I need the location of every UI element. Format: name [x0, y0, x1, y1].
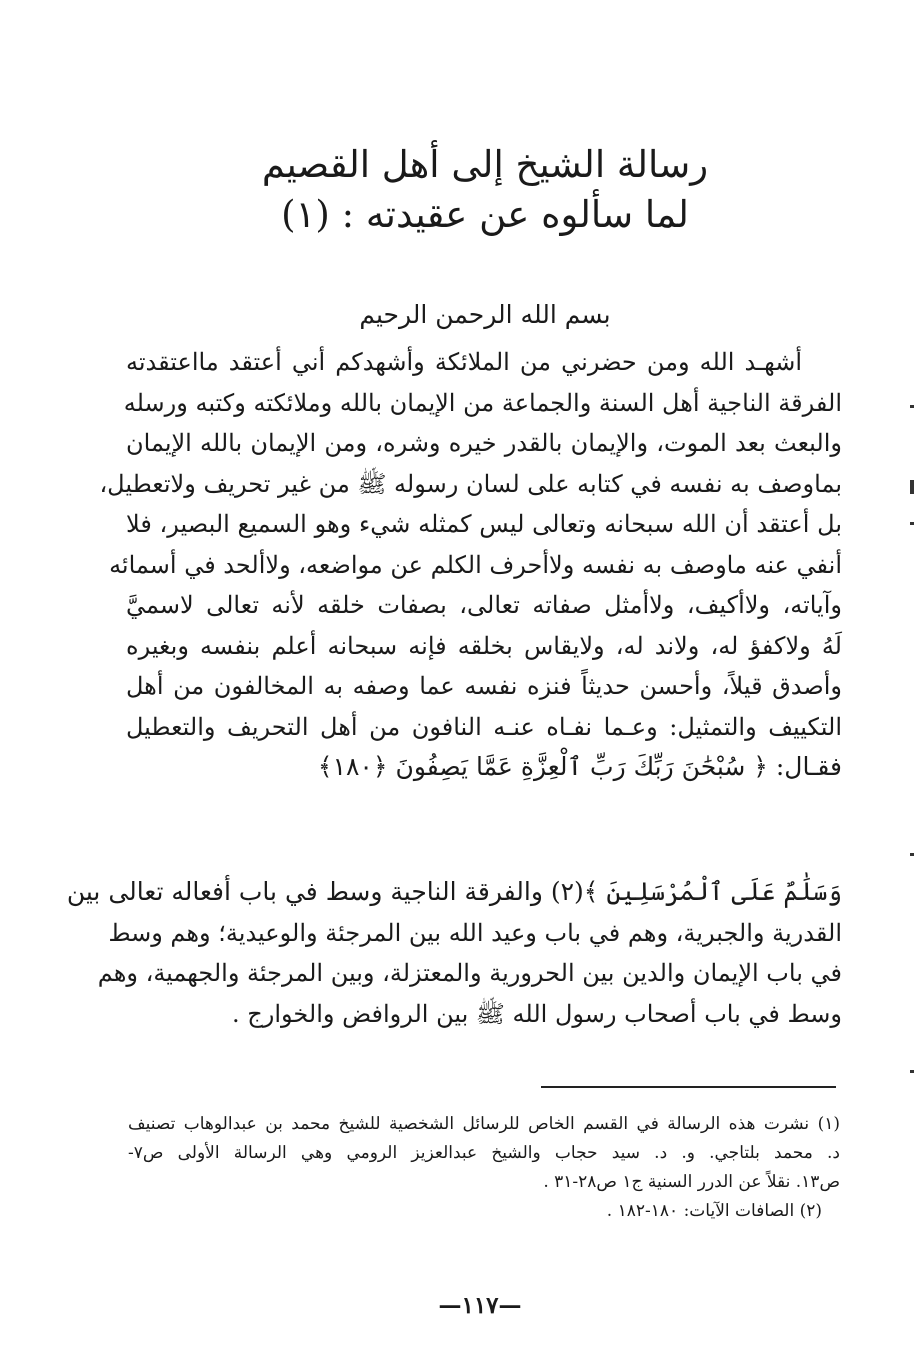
title-line-1: رسالة الشيخ إلى أهل القصيم — [261, 143, 709, 186]
margin-mark — [910, 853, 914, 856]
text-line: أشهـد الله ومن حضرني من الملائكة وأشهدكم أني أعتقد مااعتقدته — [126, 348, 802, 376]
margin-mark — [910, 480, 914, 494]
text-line: أنفي عنه ماوصف به نفسه ولاأحرف الكلم عن مواضعه، ولاألحد في أسمائه — [109, 550, 842, 579]
text-line: وَسَلَٰمٌ عَلَى ٱلْمُرْسَلِينَ ﴾(٢) والفرقة الناجية وسط في باب أفعاله تعالى بين — [66, 877, 842, 906]
footnotes — [128, 1110, 840, 1226]
text-line: وآياته، ولاأكيف، ولاأمثل صفاته تعالى، بصفات خلقه لأنه تعالى لاسميَّ — [126, 591, 842, 619]
footnote-line: (١) نشرت هذه الرسالة في القسم الخاص للرسائل الشخصية للشيخ محمد بن عبدالوهاب تصنيف — [128, 1114, 840, 1134]
margin-mark — [910, 522, 914, 525]
paragraph-2 — [66, 872, 842, 1034]
text-line: بل أعتقد أن الله سبحانه وتعالى ليس كمثله شيء وهو السميع البصير، فلا — [126, 510, 842, 538]
footnote-line: (٢) الصافات الآيات: ١٨٠-١٨٢ . — [606, 1201, 822, 1221]
margin-mark — [910, 405, 914, 408]
title-line-2: لما سألوه عن عقيدته : (١) — [281, 193, 689, 236]
text-line: القدرية والجبرية، وهم في باب وعيد الله بين المرجئة والوعيدية؛ وهم وسط — [108, 918, 842, 947]
quran-verse-line: فقـال: ﴿ سُبْحَٰنَ رَبِّكَ رَبِّ ٱلْعِزَّةِ عَمَّا يَصِفُونَ ﴿١٨٠﴾ — [317, 752, 842, 781]
text-line: والبعث بعد الموت، والإيمان بالقدر خيره وشره، ومن الإيمان بالله الإيمان — [126, 429, 842, 457]
text-line: لَهُ ولاكفؤ له، ولاند له، ولايقاس بخلقه فإنه سبحانه أعلم بنفسه وبغيره — [126, 631, 842, 660]
basmala: بسم الله الرحمن الرحيم — [359, 300, 611, 329]
footnote-separator — [541, 1086, 836, 1088]
text-line: في باب الإيمان والدين بين الحرورية والمعتزلة، وبين المرجئة والجهمية، وهم — [97, 959, 842, 987]
text-line: الفرقة الناجية أهل السنة والجماعة من الإيمان بالله وملائكته وكتبه ورسله — [123, 388, 842, 417]
paragraph-1 — [99, 342, 842, 788]
footnote-line: ص١٣. نقلاً عن الدرر السنية ج١ ص٢٨-٣١ . — [543, 1172, 840, 1192]
text-line: بماوصف به نفسه في كتابه على لسان رسوله ﷺ من غير تحريف ولاتعطيل، — [99, 469, 842, 498]
margin-mark — [910, 1070, 914, 1073]
page-number: —١١٧— — [438, 1292, 522, 1319]
text-line: وسط في باب أصحاب رسول الله ﷺ بين الروافض والخوارج . — [232, 999, 842, 1028]
page-title — [130, 140, 840, 240]
text-line: وأصدق قيلاً، وأحسن حديثاً فنزه نفسه عما وصفه به المخالفون من أهل — [126, 672, 842, 700]
footnote-line: د. محمد بلتاجي. و. د. سيد حجاب والشيخ عبدالعزيز الرومي وهي الرسالة الأولى ص٧- — [128, 1143, 840, 1163]
text-line: التكييف والتمثيل: وعـما نفـاه عنـه النافون من أهل التحريف والتعطيل — [126, 712, 842, 741]
